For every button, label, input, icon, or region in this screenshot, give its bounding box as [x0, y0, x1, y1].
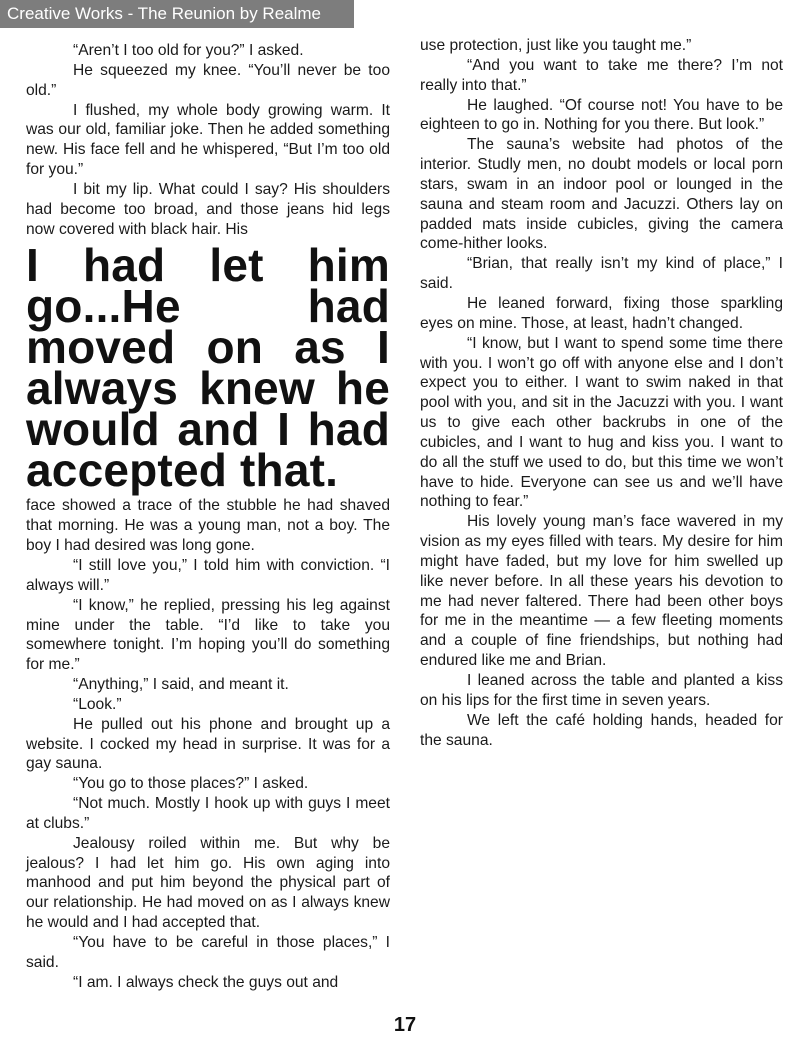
paragraph: “You go to those places?” I asked. — [73, 775, 309, 793]
paragraph: He laughed. “Of course not! You have to be eighteen to go in. Nothing for you there. But look.” — [420, 96, 783, 134]
paragraph: “I know, but I want to spend some time there with you. I won’t go off with anyone else and I don’t expect you to either. I want to swim naked in that pool with you, and sit in the Jacuzzi with you. I want us to give each other backrubs in one of the cubicles, and I want to hug and kiss you. I want to do all the stuff we used to do, but this time we won’t have to hide. Everyone can see us and we’ll have nothing to fear.” — [420, 334, 783, 511]
paragraph: “Look.” — [73, 695, 122, 713]
paragraph: use protection, just like you taught me.” — [420, 37, 692, 54]
paragraph: “I know,” he replied, pressing his leg against mine under the table. “I’d like to take you somewhere tonight. I’m hoping you’ll do something for me.” — [26, 596, 390, 674]
paragraph: “Anything,” I said, and meant it. — [73, 676, 289, 694]
paragraph: I bit my lip. What could I say? His shoulders had become too broad, and those jeans hid legs now covered with black hair. His — [26, 180, 390, 238]
paragraph: “I am. I always check the guys out and — [73, 973, 339, 991]
paragraph: “Brian, that really isn’t my kind of place,” I said. — [420, 255, 783, 293]
publication-header: Creative Works - The Reunion by Realme — [0, 0, 354, 28]
paragraph: “Not much. Mostly I hook up with guys I meet at clubs.” — [26, 795, 390, 832]
left-after-quote — [26, 496, 390, 992]
paragraph: “You have to be careful in those places,” I said. — [26, 934, 390, 971]
paragraph: The sauna’s website had photos of the interior. Studly men, no doubt models or local porn stars, swam in an indoor pool or lounged in the sauna and steam room and Jacuzzi. Others lay on padded mats inside cubicles, giving the camera come-hither looks. — [420, 136, 783, 253]
paragraph: “Aren’t I too old for you?” I asked. — [73, 42, 304, 59]
paragraph: He squeezed my knee. “You’ll never be too old.” — [26, 61, 390, 99]
paragraph: We left the café holding hands, headed for the sauna. — [420, 711, 783, 749]
paragraph: I flushed, my whole body growing warm. It was our old, familiar joke. Then he added something new. His face fell and he whispered, “But I’m too old for you.” — [26, 101, 390, 179]
paragraph: He leaned forward, fixing those sparkling eyes on mine. Those, at least, hadn’t changed. — [420, 294, 783, 332]
right-text-column — [420, 36, 783, 750]
paragraph: His lovely young man’s face wavered in my vision as my eyes filled with tears. My desire for him might have faded, but my love for him swelled up like never before. In all these years his devotion to me had never faltered. There had been other boys for me in the meantime — a few fleeting moments and a couple of fine friendships, but nothing had endured like me and Brian. — [420, 513, 783, 670]
paragraph: Jealousy roiled within me. But why be jealous? I had let him go. His own aging into manhood and put him beyond the physical part of our relationship. He had moved on as I always knew he would and I had accepted that. — [26, 834, 390, 932]
paragraph: I leaned across the table and planted a kiss on his lips for the first time in seven years. — [420, 672, 783, 709]
left-before-quote — [26, 41, 390, 239]
paragraph: He pulled out his phone and brought up a website. I cocked my head in surprise. It was for a gay sauna. — [26, 715, 390, 773]
paragraph: face showed a trace of the stubble he had shaved that morning. He was a young man, not a boy. The boy I had desired was long gone. — [26, 497, 390, 555]
pull-quote: I had let him go...He had moved on as I always knew he would and I had accepted that. — [26, 239, 390, 497]
paragraph: “And you want to take me there? I’m not really into that.” — [420, 56, 783, 94]
paragraph: “I still love you,” I told him with conviction. “I always will.” — [26, 556, 390, 594]
page-number: 17 — [393, 1014, 417, 1036]
left-text-column — [26, 41, 390, 993]
